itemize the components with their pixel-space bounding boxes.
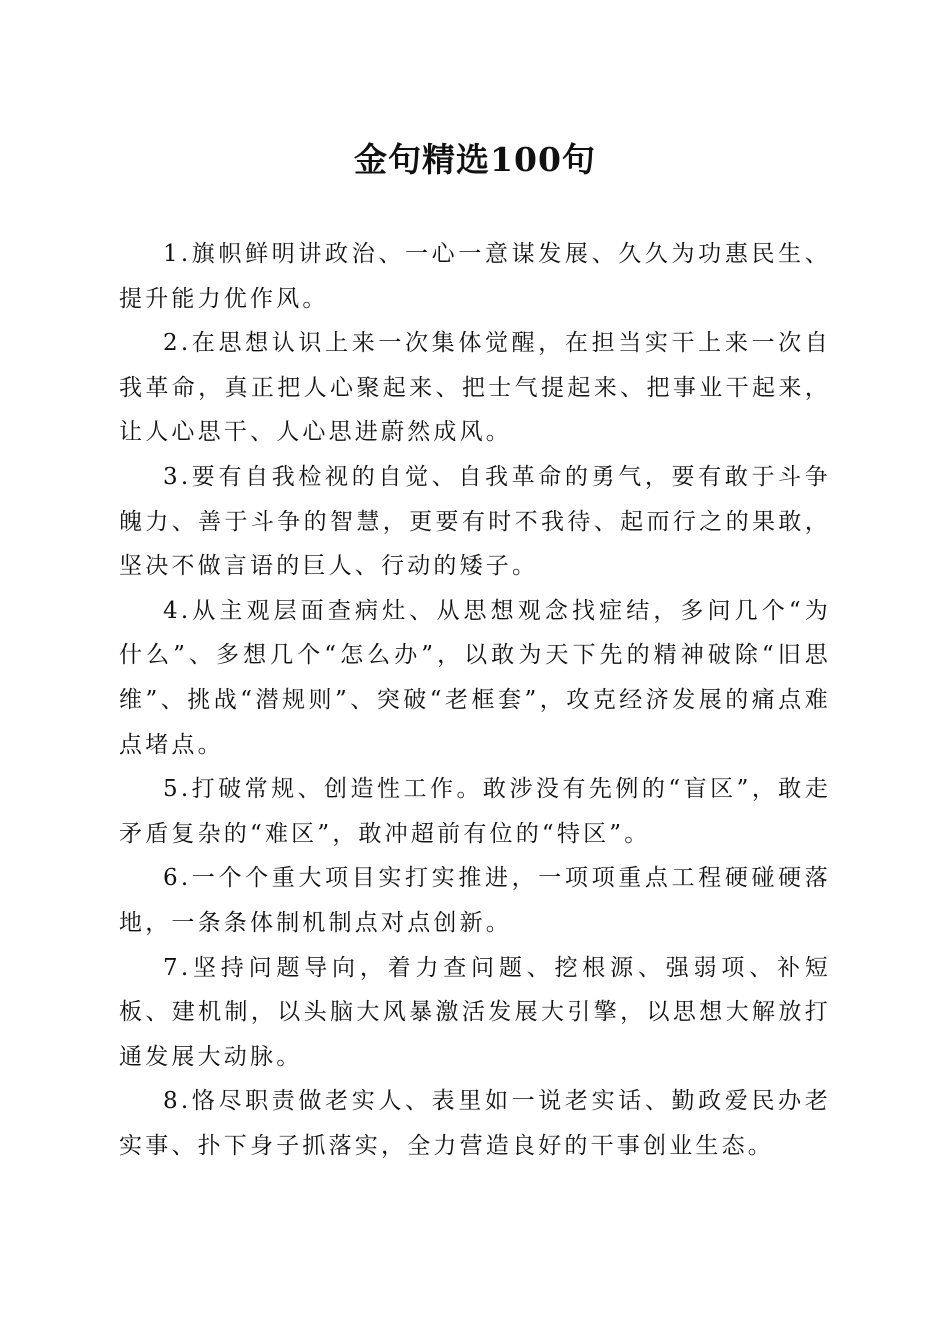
- quote-item-4: 4.从主观层面查病灶、从思想观念找症结，多问几个“为什么”、多想几个“怎么办”，以敢为天下先的精神破除“旧思维”、挑战“潜规则”、突破“老框套”，攻克经济发展的痛点难点堵点。: [119, 597, 831, 758]
- quote-item-2: 2.在思想认识上来一次集体觉醒，在担当实干上来一次自我革命，真正把人心聚起来、把士气提起来、把事业干起来，让人心思干、人心思进蔚然成风。: [119, 330, 831, 446]
- quote-item-3: 3.要有自我检视的自觉、自我革命的勇气，要有敢于斗争魄力、善于斗争的智慧，更要有时不我待、起而行之的果敢，坚决不做言语的巨人、行动的矮子。: [119, 463, 831, 580]
- quote-item-6: 6.一个个重大项目实打实推进，一项项重点工程硬碰硬落地，一条条体制机制点对点创新。: [119, 865, 831, 936]
- quote-item-1: 1.旗帜鲜明讲政治、一心一意谋发展、久久为功惠民生、提升能力优作风。: [119, 241, 831, 312]
- document-title: 金句精选100句: [354, 140, 596, 179]
- quote-item-5: 5.打破常规、创造性工作。敢涉没有先例的“盲区”，敢走矛盾复杂的“难区”，敢冲超前有位的“特区”。: [119, 776, 831, 847]
- quote-item-7: 7.坚持问题导向，着力查问题、挖根源、强弱项、补短板、建机制，以头脑大风暴激活发展大引擎，以思想大解放打通发展大动脉。: [119, 954, 831, 1070]
- document-body: [119, 232, 831, 1168]
- quote-item-8: 8.恪尽职责做老实人、表里如一说老实话、勤政爱民办老实事、扑下身子抓落实，全力营造良好的干事创业生态。: [119, 1088, 831, 1159]
